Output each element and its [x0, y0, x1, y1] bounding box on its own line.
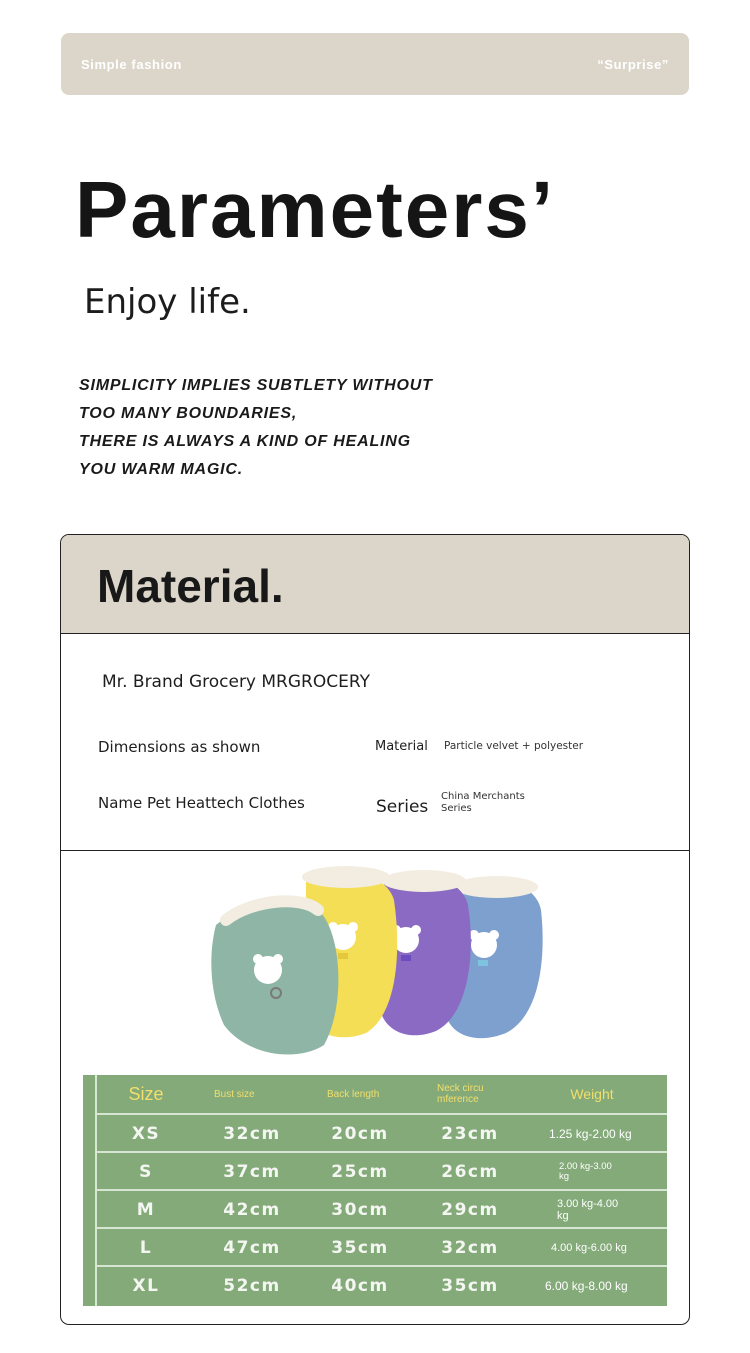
table-row [97, 1189, 667, 1227]
top-banner [61, 33, 689, 95]
cell-back: 35cm [331, 1238, 389, 1258]
dimensions-text: Dimensions as shown [98, 738, 261, 756]
cell-bust: 42cm [223, 1200, 281, 1220]
cell-size: S [139, 1162, 153, 1182]
tagline-line: THERE IS ALWAYS A KIND OF HEALING [79, 433, 411, 450]
material-title: Material. [97, 560, 284, 612]
cell-size: L [139, 1238, 153, 1258]
cell-size: XL [132, 1276, 160, 1296]
cell-weight: 3.00 kg-4.00 kg [557, 1198, 619, 1222]
green-sweater [211, 901, 338, 1054]
material-card [60, 534, 690, 1325]
cell-back: 30cm [331, 1200, 389, 1220]
cell-weight: 2.00 kg-3.00 kg [559, 1161, 612, 1182]
tagline [79, 372, 433, 484]
table-header-row [97, 1075, 667, 1113]
series-label: Series [376, 797, 429, 817]
cell-back: 20cm [331, 1124, 389, 1144]
brand-text: Mr. Brand Grocery MRGROCERY [102, 672, 370, 692]
material-label: Material [375, 739, 428, 754]
banner-left-text: Simple fashion [81, 57, 182, 72]
table-row [97, 1265, 667, 1303]
size-table [83, 1075, 667, 1306]
tagline-line: TOO MANY BOUNDARIES, [79, 405, 298, 422]
product-info [61, 634, 689, 851]
cell-bust: 47cm [223, 1238, 281, 1258]
cell-back: 40cm [331, 1276, 389, 1296]
header-back: Back length [327, 1088, 380, 1100]
header-weight: Weight [570, 1086, 614, 1102]
cell-neck: 26cm [441, 1162, 499, 1182]
tagline-line: SIMPLICITY IMPLIES SUBTLETY WITHOUT [79, 377, 433, 394]
cell-size: M [136, 1200, 156, 1220]
cell-neck: 35cm [441, 1276, 499, 1296]
cell-weight: 4.00 kg-6.00 kg [551, 1242, 627, 1254]
cell-weight: 6.00 kg-8.00 kg [545, 1279, 628, 1293]
cell-bust: 37cm [223, 1162, 281, 1182]
cell-weight: 1.25 kg-2.00 kg [549, 1127, 632, 1141]
page-subtitle: Enjoy life. [84, 282, 251, 322]
cell-bust: 52cm [223, 1276, 281, 1296]
header-bust: Bust size [214, 1088, 255, 1100]
banner-right-text: “Surprise” [597, 57, 669, 72]
header-neck: Neck circu mference [437, 1083, 484, 1105]
material-value: Particle velvet + polyester [444, 740, 584, 752]
table-row [97, 1227, 667, 1265]
cell-neck: 23cm [441, 1124, 499, 1144]
table-row [97, 1113, 667, 1151]
series-value: China Merchants Series [441, 791, 525, 814]
size-table-inner [95, 1075, 667, 1306]
table-row [97, 1151, 667, 1189]
header-size: Size [128, 1083, 164, 1104]
material-header [61, 535, 689, 634]
tagline-line: YOU WARM MAGIC. [79, 461, 243, 478]
page-title: Parameters’ [75, 165, 556, 254]
name-text: Name Pet Heattech Clothes [98, 794, 305, 812]
cell-bust: 32cm [223, 1124, 281, 1144]
cell-neck: 32cm [441, 1238, 499, 1258]
cell-neck: 29cm [441, 1200, 499, 1220]
cell-size: XS [131, 1124, 161, 1144]
cell-back: 25cm [331, 1162, 389, 1182]
product-image [206, 865, 546, 1060]
